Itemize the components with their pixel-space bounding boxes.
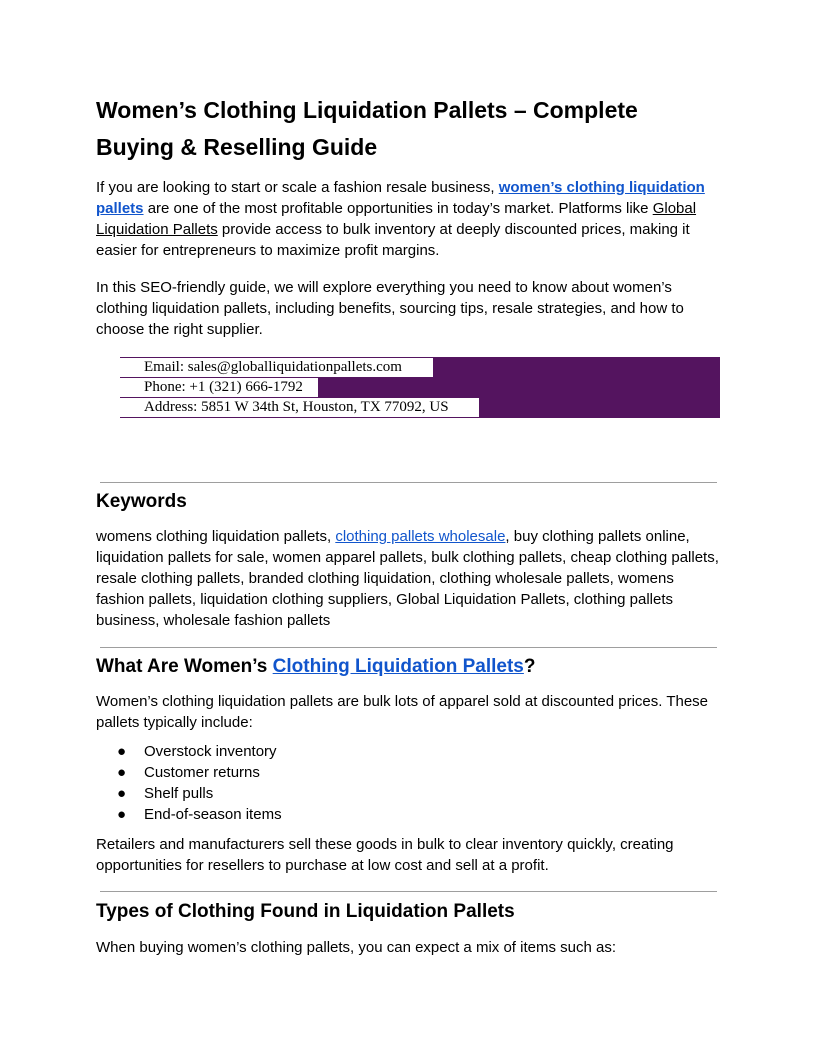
bullet-icon: ● bbox=[117, 764, 127, 781]
bullet-icon: ● bbox=[117, 806, 127, 823]
what-are-paragraph: Women’s clothing liquidation pallets are bulk lots of apparel sold at discounted prices. These pallets typically include: bbox=[96, 693, 709, 731]
list-item-label: End-of-season items bbox=[144, 806, 282, 823]
clothing-pallets-wholesale-link[interactable]: clothing pallets wholesale bbox=[335, 528, 506, 545]
list-item bbox=[96, 783, 282, 804]
keywords-paragraph bbox=[96, 526, 720, 631]
page-title: Women’s Clothing Liquidation Pallets – Complete Buying & Reselling Guide bbox=[96, 97, 638, 160]
bullet-icon: ● bbox=[117, 743, 127, 760]
list-item bbox=[96, 762, 282, 783]
what-are-heading bbox=[96, 654, 535, 680]
keywords-text-after: , buy clothing pallets online, liquidation pallets for sale, women apparel pallets, bulk clothing pallets, cheap clothing pallets, resale clothing pallets, branded clothing liquidation, clothing wholesale pallets, womens fashion pallets, liquidation clothing suppliers, Global Liquidation Pallets, clothing pallets business, wholesale fashion pallets bbox=[96, 528, 719, 629]
what-are-heading-before: What Are Women’s bbox=[96, 656, 273, 677]
what-are-heading-after: ? bbox=[523, 656, 536, 677]
guide-paragraph: In this SEO-friendly guide, we will explore everything you need to know about women’s clothing liquidation pallets, including benefits, sourcing tips, resale strategies, and how to choose the right supplier. bbox=[96, 279, 684, 338]
contact-block bbox=[120, 357, 720, 418]
intro-text-after: provide access to bulk inventory at deeply discounted prices, making it easier for entrepreneurs to maximize profit margins. bbox=[96, 221, 690, 259]
contact-phone: Phone: +1 (321) 666-1792 bbox=[120, 378, 318, 397]
section-divider bbox=[100, 891, 717, 892]
list-item bbox=[96, 741, 282, 762]
section-divider bbox=[100, 647, 717, 648]
intro-text-middle: are one of the most profitable opportunities in today’s market. Platforms like bbox=[143, 200, 653, 217]
list-item bbox=[96, 804, 282, 825]
bullet-icon: ● bbox=[117, 785, 127, 802]
list-item-label: Shelf pulls bbox=[144, 785, 214, 802]
pallet-contents-list bbox=[96, 741, 282, 825]
section-divider bbox=[100, 482, 717, 483]
global-liquidation-pallets-link[interactable]: Global Liquidation Pallets bbox=[96, 200, 697, 238]
list-item-label: Overstock inventory bbox=[144, 743, 277, 760]
resale-paragraph: Retailers and manufacturers sell these goods in bulk to clear inventory quickly, creating opportunities for resellers to purchase at low cost and sell at a profit. bbox=[96, 836, 674, 874]
contact-address: Address: 5851 W 34th St, Houston, TX 77092, US bbox=[120, 398, 479, 417]
contact-email: Email: sales@globalliquidationpallets.com bbox=[120, 358, 433, 377]
types-heading: Types of Clothing Found in Liquidation Pallets bbox=[96, 901, 515, 922]
clothing-liquidation-pallets-link[interactable]: Clothing Liquidation Pallets bbox=[272, 656, 524, 677]
types-paragraph: When buying women’s clothing pallets, you can expect a mix of items such as: bbox=[96, 939, 616, 956]
list-item-label: Customer returns bbox=[144, 764, 260, 781]
keywords-heading: Keywords bbox=[96, 491, 187, 512]
intro-paragraph bbox=[96, 177, 720, 261]
keywords-text-before: womens clothing liquidation pallets, bbox=[96, 528, 336, 545]
intro-text-before: If you are looking to start or scale a fashion resale business, bbox=[96, 179, 499, 196]
womens-clothing-liquidation-pallets-link[interactable]: women’s clothing liquidation pallets bbox=[96, 179, 705, 217]
